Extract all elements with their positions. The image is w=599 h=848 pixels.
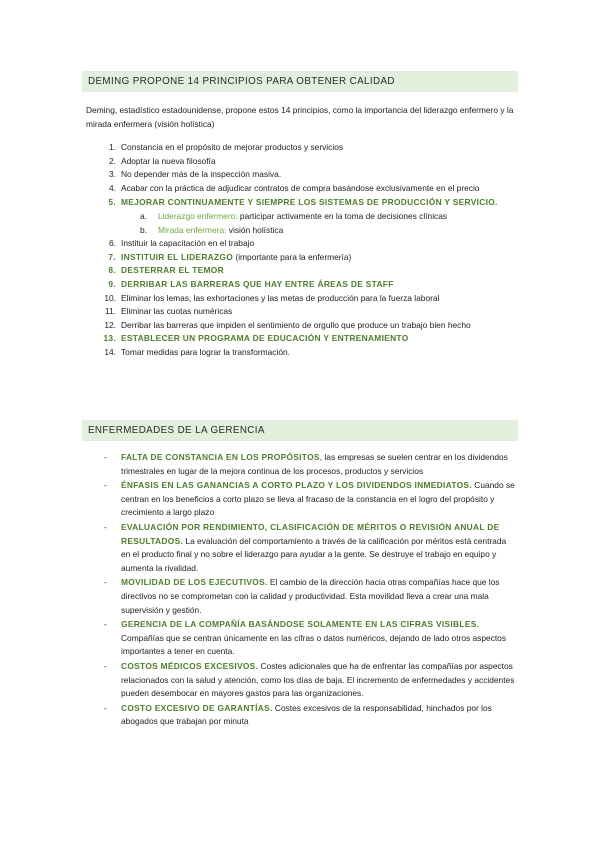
list-item: 7. INSTITUIR EL LIDERAZGO (importante para la enfermería) [108, 251, 352, 262]
list-item: - ÉNFASIS EN LAS GANANCIAS A CORTO PLAZO Y LOS DIVIDENDOS INMEDIATOS. Cuando se centran en los beneficios a corto plazo se lleva al fracaso de la constancia en el logro del propósito y crecimiento a largo plazo [104, 480, 515, 518]
list-item: - GERENCIA DE LA COMPAÑÍA BASÁNDOSE SOLAMENTE EN LAS CIFRAS VISIBLES. Compañías que se centran únicamente en las cifras o datos numéricos, dejando de lado otros aspectos importantes a tener en cuenta. [104, 619, 507, 657]
list-item: 10. Eliminar los lemas, las exhortaciones y las metas de producción para la fuerza laboral [104, 292, 440, 303]
list-item: - MOVILIDAD DE LOS EJECUTIVOS. El cambio de la dirección hacia otras compañías hace que los directivos no se comprometan con la calidad y productividad. Esta movilidad lleva a crear una mala supervisión y gestión. [104, 577, 500, 615]
principles-list [86, 141, 516, 360]
sub-item: b. Mirada enfermera: visión holística [140, 224, 284, 235]
intro-paragraph: Deming, estadístico estadounidense, propone estos 14 principios, como la importancia del liderazgo enfermero y la mirada enfermera (visión holística) [86, 105, 514, 129]
list-item: 14. Tomar medidas para lograr la transformación. [104, 346, 290, 357]
sub-item: a. Liderazgo enfermero: participar activamente en la toma de decisiones clínicas [140, 210, 448, 221]
section-heading-principles: DEMING PROPONE 14 PRINCIPIOS PARA OBTENER CALIDAD [82, 71, 518, 92]
list-item: 1. Constancia en el propósito de mejorar productos y servicios [109, 142, 344, 152]
list-item: 12. Derribar las barreras que impiden el sentimiento de orgullo que produce un trabajo bien hecho [104, 319, 471, 330]
list-item: - COSTOS MÉDICOS EXCESIVOS. Costes adicionales que ha de enfrentar las compañías por aspectos relacionados con la salud y atención, como los días de baja. El incremento de enfermedades y accidentes pueden desembocar en mayores gastos para las organizaciones. [104, 660, 515, 699]
list-item: 5. MEJORAR CONTINUAMENTE Y SIEMPRE LOS SISTEMAS DE PRODUCCIÓN Y SERVICIO. [108, 197, 498, 208]
list-item: 2. Adoptar la nueva filosofía [109, 155, 216, 166]
list-item: - COSTO EXCESIVO DE GARANTÍAS. Costes excesivos de la responsabilidad, hinchados por los abogados que trabajan por minuta [104, 702, 492, 727]
list-item: 6. Instituir la capacitación en el trabajo [109, 238, 255, 249]
section-heading-diseases: ENFERMEDADES DE LA GERENCIA [82, 420, 518, 441]
list-item: 11. Eliminar las cuotas numéricas [104, 306, 233, 317]
list-item: 4. Acabar con la práctica de adjudicar contratos de compra basándose exclusivamente en el precio [109, 182, 480, 193]
list-item: 8. DESTERRAR EL TEMOR [108, 265, 224, 276]
list-item: - FALTA DE CONSTANCIA EN LOS PROPÓSITOS, las empresas se suelen centrar en los dividendos trimestrales en lugar de la mejora continua de los procesos, productos y servicios [104, 452, 508, 476]
list-item: - EVALUACIÓN POR RENDIMIENTO, CLASIFICACIÓN DE MÉRITOS O REVISIÓN ANUAL DE RESULTADOS. La evaluación del comportamiento a través de la calificación por méritos está centrada en el producto final y no sobre el liderazgo para ayudar a la gente. Se destruye el trabajo en equipo y aumenta la rivalidad. [104, 521, 507, 573]
list-item: 3. No depender más de la inspección masiva. [109, 169, 282, 180]
list-item: 13. ESTABLECER UN PROGRAMA DE EDUCACIÓN Y ENTRENAMIENTO [103, 333, 409, 344]
diseases-list [86, 451, 516, 729]
list-item: 9. DERRIBAR LAS BARRERAS QUE HAY ENTRE ÁREAS DE STAFF [108, 278, 394, 289]
